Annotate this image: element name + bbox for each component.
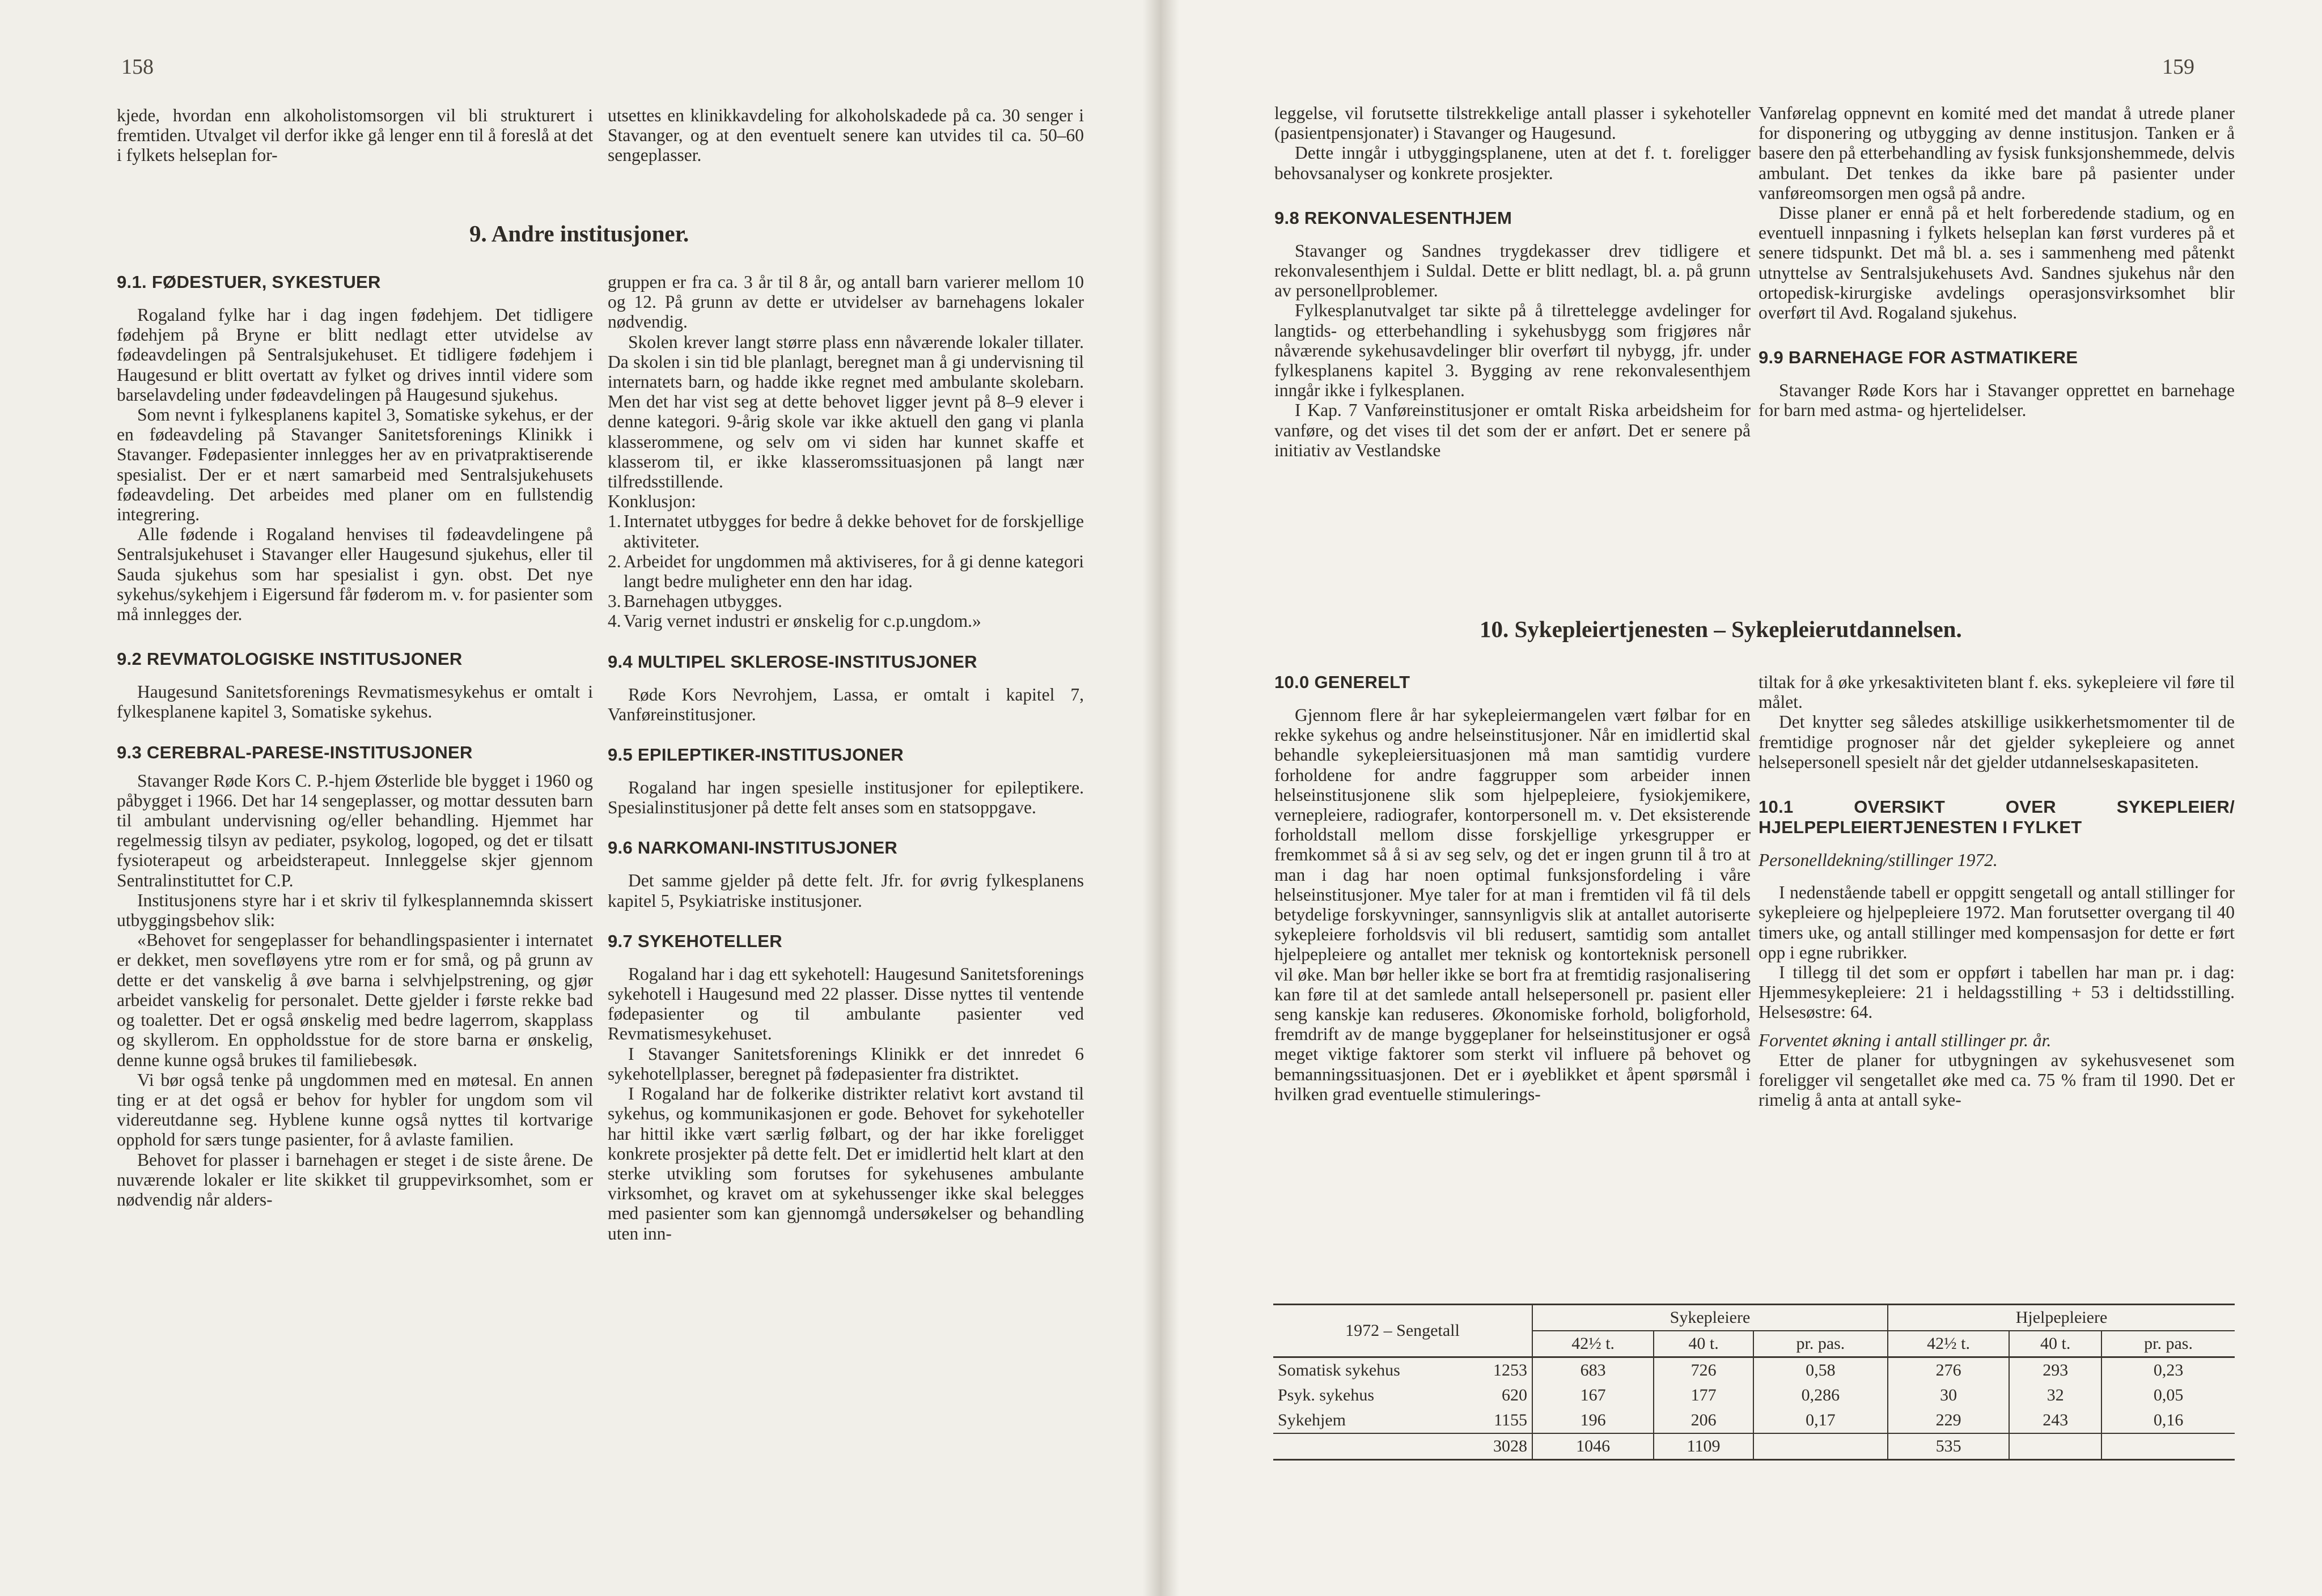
paragraph: tiltak for å øke yrkesaktiviteten blant f. eks. sykepleiere vil føre til målet.	[1759, 672, 2235, 712]
paragraph: Alle fødende i Rogaland henvises til fødeavdelingene på Sentralsjukehuset i Stavanger eller Haugesund sjukehus, eller til Sauda sjukehus som har spesialist i gyn. obst. Det nye sykehus/sykehjem i Eigersund får føderom m. v. for pasienter som må innlegges der.	[117, 524, 593, 625]
right-column-2-top	[1759, 103, 2235, 421]
paragraph: I tillegg til det som er oppført i tabellen har man pr. i dag: Hjemmesykepleiere: 21 i heldagsstilling + 53 i deltidsstilling. Helsesøstre: 64.	[1759, 962, 2235, 1022]
paragraph: Rogaland har i dag ett sykehotell: Haugesund Sanitetsforenings sykehotell i Haugesund med 22 plasser. Disse nyttes til ventende fødepasienter og til ambulante pasienter ved Revmatismesykehuset.	[608, 963, 1084, 1044]
table-sub-header: 42½ t.	[1888, 1331, 2009, 1357]
page-number-left: 158	[121, 55, 154, 79]
table-sub-header: 40 t.	[1654, 1331, 1753, 1357]
subheading: Personelldekning/stillinger 1972.	[1759, 850, 1998, 871]
list-item: 4. Varig vernet industri er ønskelig for c.p.ungdom.»	[608, 611, 981, 631]
section-heading-10-1: 10.1 OVERSIKT OVER SYKEPLEIER/ HJELPEPLEIERTJENESTEN I FYLKET	[1759, 797, 2235, 838]
paragraph: Institusjonens styre har i et skriv til fylkesplannemnda skissert utbyggingsbehov slik:	[117, 890, 593, 931]
paragraph: Rogaland fylke har i dag ingen fødehjem. Det tidligere fødehjem på Bryne er blitt nedlagt etter utvidelse av fødeavdelingen på Sentralsjukehuset. Et tidligere fødehjem i Haugesund er blitt overtatt av fylket og drives inntil videre som barselavdeling under fødeavdelingen på Haugesund sjukehus.	[117, 305, 593, 405]
paragraph: Fylkesplanutvalget tar sikte på å tilrettelegge avdelinger for langtids- og etterbehandling i sykehusbygg som frigjøres når nåværende sykehusavdelinger blir overført til nybygg, jfr. under fylkesplanens kapitel 3. Bygging av rene rekonvalesenthjem inngår ikke i fylkesplanen.	[1274, 300, 1751, 401]
paragraph: Stavanger Røde Kors C. P.-hjem Østerlide ble bygget i 1960 og påbygget i 1966. Det har 14 sengeplasser, og mottar dessuten barn til ambulant undervisning og/eller behandling. Hjemmet har regelmessig tilsyn av pediater, psykolog, logoped, og det er tilsatt fysioterapeut og arbeidsterapeut. Innleggelse skjer gjennom Sentralinstituttet for C.P.	[117, 770, 593, 890]
paragraph: Som nevnt i fylkesplanens kapitel 3, Somatiske sykehus, er der en fødeavdeling på Stavanger Sanitetsforenings Klinikk i Stavanger. Fødepasienter innlegges her av en privatpraktiserende spesialist. Der er et nært samarbeid med Sentralsjukehusets fødeavdeling. Det arbeides med planer om en fullstendig integrering.	[117, 405, 593, 525]
paragraph: Behovet for plasser i barnehagen er steget i de siste årene. De nuværende lokaler er lite skikket til gruppevirksomhet, som er nødvendig når alders-	[117, 1149, 593, 1209]
paragraph: I Stavanger Sanitetsforenings Klinikk er det innredet 6 sykehotellplasser, beregnet på fødepasienter fra distriktet.	[608, 1043, 1084, 1084]
section-heading-9-8: 9.8 REKONVALESENTHJEM	[1274, 207, 1512, 228]
konklusjon-list	[608, 511, 1084, 631]
paragraph: I Rogaland har de folkerike distrikter relativt kort avstand til sykehus, og kommunikasjonen er gode. Behovet for sykehoteller har hittil ikke vært særlig følbart, og der har ikke foreligget konkrete prosjekter på dette felt. Det er imidlertid helt klart at den sterke utvikling som forutses for sykehusenes ambulante virksomhet, og kravet om at sykehussenger ikke skal belegges med pasienter som kan gjennomgå undersøkelser og behandling uten inn-	[608, 1084, 1084, 1243]
paragraph: Vi bør også tenke på ungdommen med en møtesal. En annen ting er at det også er behov for hybler for ungdom som vil videreutdanne seg. Hyblene kunne også nyttes til kortvarige opphold for særs tunge pasienter, for å avlaste familien.	[117, 1069, 593, 1150]
table-group-header: Hjelpepleiere	[1888, 1305, 2235, 1331]
paragraph: Dette inngår i utbyggingsplanene, uten at det f. t. foreligger behovsanalyser og konkrete prosjekter.	[1274, 143, 1751, 183]
section-heading-9-2: 9.2 REVMATOLOGISKE INSTITUSJONER	[117, 649, 463, 669]
section-heading-10-0: 10.0 GENERELT	[1274, 672, 1410, 692]
section-heading-9-6: 9.6 NARKOMANI-INSTITUSJONER	[608, 838, 898, 858]
page-number-right: 159	[2162, 55, 2194, 79]
list-item: 3. Barnehagen utbygges.	[608, 591, 782, 612]
section-heading-9-7: 9.7 SYKEHOTELLER	[608, 931, 782, 951]
section-heading-9-9: 9.9 BARNEHAGE FOR ASTMATIKERE	[1759, 347, 2078, 368]
paragraph: Det knytter seg således atskillige usikkerhetsmomenter til de fremtidige prognoser når det gjelder sykepleiere og annet helsepersonell spesielt når det gjelder utdannelseskapasiteten.	[1759, 712, 2235, 772]
paragraph: Gjennom flere år har sykepleiermangelen vært følbar for en rekke sykehus og andre helseinstitusjoner. Når en imidlertid skal behandle sykepleiersituasjonen må man samtidig vurdere forholdene for andre faggrupper som arbeider innen helseinstitusjonene slik som hjelpepleiere, fysiokjemikere, vernepleiere, radiografer, kontorpersonell m. v. Det eksisterende forholdstall mellom disse forskjellige yrkesgrupper er fremkommet så å si av seg selv, og det er ingen grunn til å tro at man i dag har noen optimal funksjonsfordeling i våre helseinstitusjoner. Mye taler for at man i fremtiden vil få til dels betydelige forskyvninger, sannsynligvis slik at antallet autoriserte sykepleiere forholdsvis vil bli redusert, samtidig som antallet hjelpepleiere og antallet mer teknisk og kontorteknisk personell vil øke. Man bør heller ikke se bort fra at fremtidig rasjonalisering kan føre til at det samlede antall helsepersonell pr. pasient eller seng kanskje kan reduseres. Økonomiske forhold, boligforhold, fremdrift av de mange byggeplaner for helseinstitusjoner er også meget viktige faktorer som sterkt vil influere på behovet og bemanningssituasjonen. Det er i øyeblikket et åpent spørsmål i hvilken grad eventuelle stimulerings-	[1274, 705, 1751, 1104]
konklusjon-label: Konklusjon:	[608, 491, 696, 512]
paragraph: Stavanger Røde Kors har i Stavanger opprettet en barnehage for barn med astma- og hjertelidelser.	[1759, 380, 2235, 421]
list-item: 1. Internatet utbygges for bedre å dekke behovet for de forskjellige aktiviteter.	[608, 511, 1084, 551]
table-sub-header: pr. pas.	[2101, 1331, 2235, 1357]
right-column-1-top	[1274, 103, 1751, 460]
paragraph: Stavanger og Sandnes trygdekasser drev tidligere et rekonvalesenthjem i Suldal. Dette er blitt nedlagt, bl. a. på grunn av personellproblemer.	[1274, 240, 1751, 301]
right-column-2-bottom	[1759, 672, 2235, 1110]
table-row: Psyk. sykehus 620 167 177 0,286 30 32 0,05	[1273, 1383, 2235, 1408]
section-heading-9-3: 9.3 CEREBRAL-PARESE-INSTITUSJONER	[117, 742, 473, 762]
paragraph: leggelse, vil forutsette tilstrekkelige antall plasser i sykehoteller (pasientpensjonater) i Stavanger og Haugesund.	[1274, 103, 1751, 143]
paragraph: Haugesund Sanitetsforenings Revmatismesykehus er omtalt i fylkesplanene kapitel 3, Somatiske sykehus.	[117, 682, 593, 722]
table-total-row: 3028 1046 1109 535	[1273, 1433, 2235, 1460]
section-heading-9-5: 9.5 EPILEPTIKER-INSTITUSJONER	[608, 745, 904, 765]
chapter-heading-9: 9. Andre institusjoner.	[469, 220, 689, 247]
paragraph: gruppen er fra ca. 3 år til 8 år, og antall barn varierer mellom 10 og 12. På grunn av dette er utvidelser av barnehagens lokaler nødvendig.	[608, 272, 1084, 332]
paragraph: Disse planer er ennå på et helt forberedende stadium, og en eventuell innpasning i fylkets helseplan kan først vurderes på et senere tidspunkt. Det må bl. a. ses i sammenheng med påtenkt utnyttelse av Sentralsjukehusets Avd. Sandnes sjukehus når den ortopedisk-kirurgiske avdelings operasjonsvirksomhet blir overført til Avd. Rogaland sjukehus.	[1759, 203, 2235, 323]
left-column-1	[117, 105, 593, 165]
table-sub-header: 42½ t.	[1532, 1331, 1654, 1357]
subheading: Forventet økning i antall stillinger pr. år.	[1759, 1030, 2052, 1050]
table-row: Somatisk sykehus 1253 683 726 0,58 276 293 0,23	[1273, 1357, 2235, 1383]
table-sub-header: pr. pas.	[1753, 1331, 1888, 1357]
book-gutter-shadow	[1143, 0, 1179, 1596]
paragraph: «Behovet for sengeplasser for behandlingspasienter i internatet er dekket, men sovefløyens ytre rom er for små, og på grunn av dette er det vanskelig å øve barna i selvhjelpstrening, og gjør arbeidet vanskelig for personalet. Dette gjelder i første rekke bad og toaletter. Det er også ønskelig med bedre lagerrom, skapplass og skyllerom. En oppholdsstue for de store barna er ønskelig, denne kunne også brukes til familiebesøk.	[117, 930, 593, 1070]
section-heading-9-1: 9.1. FØDESTUER, SYKESTUER	[117, 272, 381, 292]
paragraph: Rogaland har ingen spesielle institusjoner for epileptikere. Spesialinstitusjoner på dette felt anses som en statsoppgave.	[608, 778, 1084, 818]
right-column-1-bottom	[1274, 672, 1751, 1104]
paragraph: I Kap. 7 Vanføreinstitusjoner er omtalt Riska arbeidsheim for vanføre, og det vises til det som der er anført. Det er senere på initiativ av Vestlandske	[1274, 400, 1751, 460]
paragraph: Etter de planer for utbygningen av sykehusvesenet som foreligger vil sengetallet øke med ca. 75 % fram til 1990. Det er rimelig å anta at antall syke-	[1759, 1050, 2235, 1110]
paragraph: Det samme gjelder på dette felt. Jfr. for øvrig fylkesplanens kapitel 5, Psykiatriske institusjoner.	[608, 871, 1084, 911]
paragraph: utsettes en klinikkavdeling for alkoholskadede på ca. 30 senger i Stavanger, og at den eventuelt senere kan utvides til ca. 50–60 sengeplasser.	[608, 105, 1084, 165]
table-corner-header: 1972 – Sengetall	[1345, 1321, 1460, 1340]
table-group-header: Sykepleiere	[1532, 1305, 1888, 1331]
chapter-heading-10: 10. Sykepleiertjenesten – Sykepleierutdannelsen.	[1480, 616, 1962, 642]
paragraph: kjede, hvordan enn alkoholistomsorgen vil bli strukturert i fremtiden. Utvalget vil derfor ikke gå lenger enn til å foreslå at det i fylkets helseplan for-	[117, 105, 593, 165]
staffing-table	[1273, 1304, 2235, 1461]
left-column-2-body	[608, 272, 1084, 1243]
list-item: 2. Arbeidet for ungdommen må aktiviseres, for å gi denne kategori langt bedre muligheter enn den har idag.	[608, 551, 1084, 592]
table-sub-header: 40 t.	[2009, 1331, 2101, 1357]
section-heading-9-4: 9.4 MULTIPEL SKLEROSE-INSTITUSJONER	[608, 651, 977, 672]
left-column-2-intro	[608, 105, 1084, 165]
paragraph: I nedenstående tabell er oppgitt sengetall og antall stillinger for sykepleiere og hjelpepleiere 1972. Man forutsetter overgang til 40 timers uke, og antall stillinger med kompensasjon for dette er ført opp i egne rubrikker.	[1759, 882, 2235, 962]
paragraph: Skolen krever langt større plass enn nåværende lokaler tillater. Da skolen i sin tid ble planlagt, beregnet man å gi undervisning til internatets barn, og hadde ikke regnet med ambulante skolebarn. Men det har vist seg at dette behovet ligger jevnt på 8–9 elever i denne kategori. 9-årig skole var ikke aktuell den gang vi planla klasserommene, og selv om vi siden har kunnet skaffe et klasserom til, er ikke klasseromssituasjonen på langt nær tilfredsstillende.	[608, 332, 1084, 492]
paragraph: Vanførelag oppnevnt en komité med det mandat å utrede planer for disponering og utbygging av denne institusjon. Tanken er å basere den på etterbehandling av fysisk funksjonshemmede, delvis ambulant. Det tenkes da ikke bare på pasienter under vanføreomsorgen men også på andre.	[1759, 103, 2235, 203]
paragraph: Røde Kors Nevrohjem, Lassa, er omtalt i kapitel 7, Vanføreinstitusjoner.	[608, 684, 1084, 724]
left-column-1-body	[117, 272, 593, 1209]
table-row: Sykehjem 1155 196 206 0,17 229 243 0,16	[1273, 1408, 2235, 1433]
